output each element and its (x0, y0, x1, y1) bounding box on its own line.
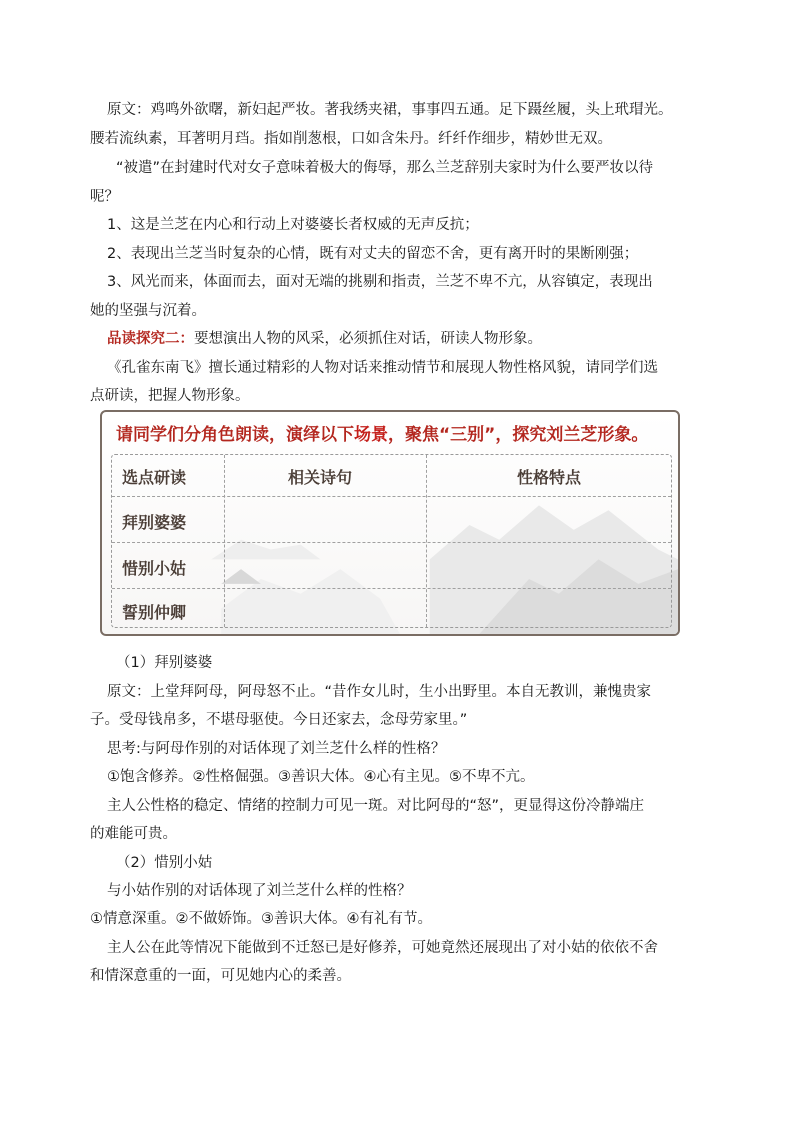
section2-text: 要想演出人物的风采，必须抓住对话，研读人物形象。 (194, 331, 542, 347)
table-title (116, 420, 648, 454)
table-title-accent: 场景 (354, 425, 388, 445)
exploration-table-card (100, 410, 680, 636)
part2-heading: （2）惜别小姑 (116, 855, 213, 871)
part1-line: 的难能可贵。 (90, 826, 177, 842)
answer-3-line-1: 3、风光而来，体面而去，面对无端的挑剔和指责，兰芝不卑不亢，从容镇定，表现出 (107, 274, 653, 290)
part1-heading: （1）拜别婆婆 (116, 655, 213, 671)
answer-2: 2、表现出兰芝当时复杂的心情，既有对丈夫的留恋不舍，更有离开时的果断刚强； (107, 246, 639, 262)
part1-line: 原文：上堂拜阿母，阿母怒不止。“昔作女儿时，生小出野里。本自无教训，兼愧贵家 (107, 684, 652, 700)
question-line-1: “被遣”在封建时代对女子意味着极大的侮辱，那么兰芝辞别夫家时为什么要严妆以待 (116, 160, 654, 176)
table-header-cell: 选点研读 (122, 468, 187, 487)
table-title-part1: 请同学们分角色朗读，演绎以下 (116, 425, 354, 445)
part1-line: ①饱含修养。②性格倔强。③善识大体。④心有主见。⑤不卑不亢。 (107, 769, 535, 785)
table-header-cell: 相关诗句 (288, 468, 353, 487)
table-divider (112, 496, 671, 497)
part1-line: 子。受母钱帛多，不堪母驱使。今日还家去，念母劳家里。” (90, 712, 468, 728)
answer-1: 1、这是兰芝在内心和行动上对婆婆长者权威的无声反抗； (107, 217, 479, 233)
question-line-2: 呢？ (90, 189, 119, 205)
table-divider (112, 588, 671, 589)
original-text-line-1: 原文：鸡鸣外欲曙，新妇起严妆。著我绣夹裙，事事四五通。足下蹑丝履，头上玳瑁光。 (107, 102, 673, 118)
original-text-line-2: 腰若流纨素，耳著明月珰。指如削葱根，口如含朱丹。纤纤作细步，精妙世无双。 (90, 131, 612, 147)
table-title-part2: ，聚焦“三别”，探究刘兰芝形象。 (388, 425, 649, 445)
table-row-label: 拜别婆婆 (122, 513, 187, 532)
section2-line (107, 325, 794, 354)
intro-line-1: 《孔雀东南飞》擅长通过精彩的人物对话来推动情节和展现人物性格风貌，请同学们选 (107, 360, 658, 376)
table-row-label: 誓别仲卿 (122, 603, 187, 622)
part2-line: 和情深意重的一面，可见她内心的柔善。 (90, 968, 351, 984)
section2-label: 品读探究二： (107, 331, 194, 347)
exploration-table (111, 454, 672, 628)
part2-line: 主人公在此等情况下能做到不迁怒已是好修养，可她竟然还展现出了对小姑的依依不舍 (107, 940, 658, 956)
answer-3-line-2: 她的坚强与沉着。 (90, 303, 206, 319)
part1-line: 思考:与阿母作别的对话体现了刘兰芝什么样的性格？ (107, 741, 446, 757)
table-header-cell: 性格特点 (517, 468, 582, 487)
table-divider (426, 455, 427, 627)
table-row-label: 惜别小姑 (122, 559, 187, 578)
table-divider (112, 542, 671, 543)
intro-line-2: 点研读，把握人物形象。 (90, 388, 250, 404)
part2-line: ①情意深重。②不做娇饰。③善识大体。④有礼有节。 (90, 911, 432, 927)
part1-line: 主人公性格的稳定、情绪的控制力可见一斑。对比阿母的“怒”，更显得这份冷静端庄 (107, 798, 645, 814)
table-divider (224, 455, 225, 627)
part2-line: 与小姑作别的对话体现了刘兰芝什么样的性格？ (107, 883, 412, 899)
